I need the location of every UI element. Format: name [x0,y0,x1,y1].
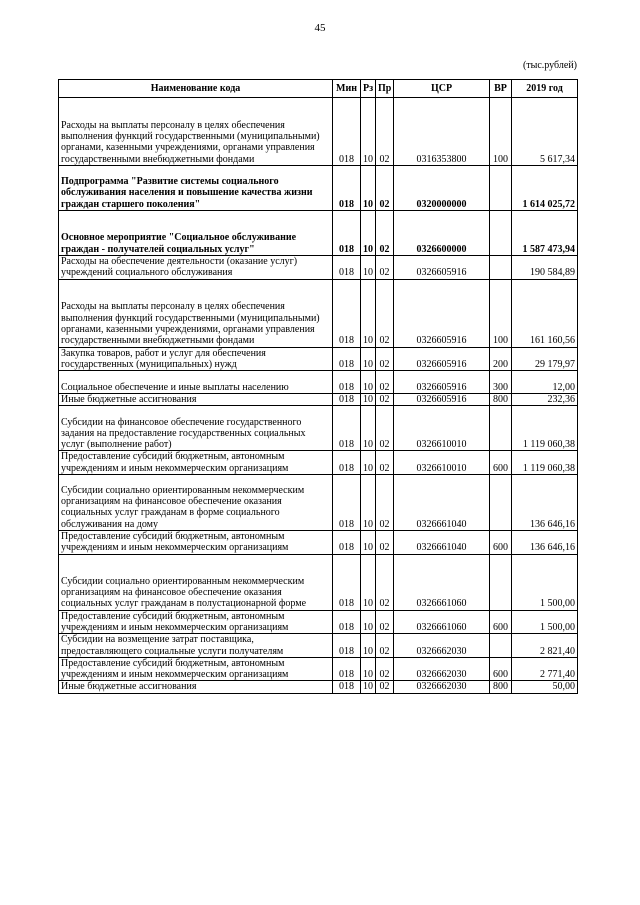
cell-min: 018 [333,634,361,658]
cell-vr: 100 [490,98,512,166]
header-name: Наименование кода [59,80,333,98]
cell-rz: 10 [361,451,376,475]
cell-pr: 02 [376,394,394,406]
cell-amount: 5 617,34 [512,98,578,166]
cell-min: 018 [333,554,361,610]
cell-min: 018 [333,98,361,166]
cell-amount: 2 771,40 [512,657,578,681]
cell-rz: 10 [361,657,376,681]
table-row [59,98,578,166]
cell-min: 018 [333,531,361,555]
cell-rz: 10 [361,256,376,280]
cell-csr: 0326662030 [394,681,490,693]
cell-rz: 10 [361,681,376,693]
cell-rz: 10 [361,211,376,256]
cell-vr: 800 [490,394,512,406]
cell-name: Закупка товаров, работ и услуг для обеспечения государственных (муниципальных) нужд [59,347,333,371]
cell-amount: 29 179,97 [512,347,578,371]
cell-min: 018 [333,610,361,634]
cell-vr: 600 [490,610,512,634]
cell-amount: 136 646,16 [512,475,578,531]
cell-csr: 0326610010 [394,406,490,451]
cell-amount: 1 119 060,38 [512,451,578,475]
cell-name: Подпрограмма "Развитие системы социального обслуживания населения и повышение качества жизни граждан старшего поколения" [59,166,333,211]
cell-pr: 02 [376,634,394,658]
cell-name: Предоставление субсидий бюджетным, автономным учреждениям и иным некоммерческим организациям [59,657,333,681]
cell-amount: 50,00 [512,681,578,693]
cell-name: Расходы на выплаты персоналу в целях обеспечения выполнения функций государственными (муниципальными) органами, казенными учреждениями, органами управления государственными внебюджетными фондами [59,98,333,166]
cell-vr [490,554,512,610]
page-number: 45 [314,22,326,34]
cell-pr: 02 [376,531,394,555]
cell-min: 018 [333,166,361,211]
cell-amount: 190 584,89 [512,256,578,280]
table-row [59,610,578,634]
cell-pr: 02 [376,475,394,531]
table-row [59,657,578,681]
cell-name: Предоставление субсидий бюджетным, автономным учреждениям и иным некоммерческим организациям [59,451,333,475]
cell-csr: 0326661040 [394,475,490,531]
cell-name: Субсидии социально ориентированным некоммерческим организациям на финансовое обеспечение оказания социальных услуг гражданам в форме социального обслуживания на дому [59,475,333,531]
cell-csr: 0326661060 [394,610,490,634]
cell-csr: 0326662030 [394,657,490,681]
cell-rz: 10 [361,554,376,610]
cell-pr: 02 [376,98,394,166]
cell-name: Предоставление субсидий бюджетным, автономным учреждениям и иным некоммерческим организациям [59,610,333,634]
cell-min: 018 [333,211,361,256]
cell-min: 018 [333,681,361,693]
cell-csr: 0326605916 [394,347,490,371]
cell-min: 018 [333,406,361,451]
cell-vr: 800 [490,681,512,693]
cell-pr: 02 [376,451,394,475]
table-row [59,681,578,693]
cell-rz: 10 [361,166,376,211]
cell-name: Расходы на обеспечение деятельности (оказание услуг) учреждений социального обслуживания [59,256,333,280]
cell-vr [490,256,512,280]
cell-name: Расходы на выплаты персоналу в целях обеспечения выполнения функций государственными (муниципальными) органами, казенными учреждениями, органами управления государственными внебюджетными фондами [59,279,333,347]
cell-vr: 600 [490,451,512,475]
cell-rz: 10 [361,98,376,166]
cell-pr: 02 [376,166,394,211]
table-row [59,279,578,347]
cell-vr: 600 [490,531,512,555]
table-row [59,451,578,475]
cell-rz: 10 [361,394,376,406]
cell-name: Субсидии социально ориентированным некоммерческим организациям на финансовое обеспечение оказания социальных услуг гражданам в полустационарной форме [59,554,333,610]
cell-pr: 02 [376,554,394,610]
cell-name: Иные бюджетные ассигнования [59,394,333,406]
cell-pr: 02 [376,279,394,347]
cell-csr: 0316353800 [394,98,490,166]
table-row [59,347,578,371]
header-pr: Пр [376,80,394,98]
cell-pr: 02 [376,681,394,693]
unit-note: (тыс.рублей) [522,60,577,71]
budget-table [58,79,578,694]
cell-amount: 2 821,40 [512,634,578,658]
cell-pr: 02 [376,657,394,681]
cell-csr: 0326605916 [394,279,490,347]
cell-vr: 300 [490,371,512,394]
cell-name: Предоставление субсидий бюджетным, автономным учреждениям и иным некоммерческим организациям [59,531,333,555]
table-row [59,166,578,211]
header-min: Мин [333,80,361,98]
cell-csr: 0326610010 [394,451,490,475]
cell-vr: 600 [490,657,512,681]
table-header-row [59,80,578,98]
cell-vr [490,211,512,256]
cell-csr: 0326600000 [394,211,490,256]
cell-pr: 02 [376,371,394,394]
cell-pr: 02 [376,211,394,256]
cell-vr: 100 [490,279,512,347]
cell-min: 018 [333,371,361,394]
header-csr: ЦСР [394,80,490,98]
cell-amount: 1 614 025,72 [512,166,578,211]
cell-min: 018 [333,657,361,681]
cell-min: 018 [333,347,361,371]
cell-name: Основное мероприятие "Социальное обслуживание граждан - получателей социальных услуг" [59,211,333,256]
cell-amount: 12,00 [512,371,578,394]
cell-vr: 200 [490,347,512,371]
cell-amount: 1 500,00 [512,554,578,610]
cell-pr: 02 [376,610,394,634]
cell-rz: 10 [361,371,376,394]
table-row [59,394,578,406]
cell-pr: 02 [376,406,394,451]
cell-csr: 0326662030 [394,634,490,658]
table-row [59,256,578,280]
cell-rz: 10 [361,347,376,371]
cell-amount: 136 646,16 [512,531,578,555]
cell-amount: 1 500,00 [512,610,578,634]
cell-rz: 10 [361,406,376,451]
cell-pr: 02 [376,347,394,371]
cell-min: 018 [333,256,361,280]
cell-vr [490,406,512,451]
cell-min: 018 [333,475,361,531]
table-row [59,371,578,394]
cell-name: Субсидии на финансовое обеспечение государственного задания на предоставление государственных социальных услуг (выполнение работ) [59,406,333,451]
cell-vr [490,634,512,658]
cell-csr: 0326605916 [394,256,490,280]
cell-rz: 10 [361,610,376,634]
cell-name: Социальное обеспечение и иные выплаты населению [59,371,333,394]
cell-vr [490,475,512,531]
cell-csr: 0326661060 [394,554,490,610]
cell-rz: 10 [361,475,376,531]
header-rz: Рз [361,80,376,98]
cell-rz: 10 [361,279,376,347]
cell-amount: 1 587 473,94 [512,211,578,256]
table-row [59,531,578,555]
table-row [59,211,578,256]
cell-name: Субсидии на возмещение затрат поставщика, предоставляющего социальные услуги получателям [59,634,333,658]
cell-pr: 02 [376,256,394,280]
header-year: 2019 год [512,80,578,98]
cell-csr: 0326661040 [394,531,490,555]
cell-rz: 10 [361,634,376,658]
cell-vr [490,166,512,211]
cell-min: 018 [333,451,361,475]
table-row [59,554,578,610]
cell-amount: 161 160,56 [512,279,578,347]
cell-min: 018 [333,394,361,406]
cell-amount: 1 119 060,38 [512,406,578,451]
cell-amount: 232,36 [512,394,578,406]
cell-min: 018 [333,279,361,347]
cell-csr: 0326605916 [394,394,490,406]
cell-csr: 0326605916 [394,371,490,394]
table-row [59,634,578,658]
table-row [59,406,578,451]
table-row [59,475,578,531]
cell-rz: 10 [361,531,376,555]
cell-name: Иные бюджетные ассигнования [59,681,333,693]
header-vr: ВР [490,80,512,98]
cell-csr: 0320000000 [394,166,490,211]
